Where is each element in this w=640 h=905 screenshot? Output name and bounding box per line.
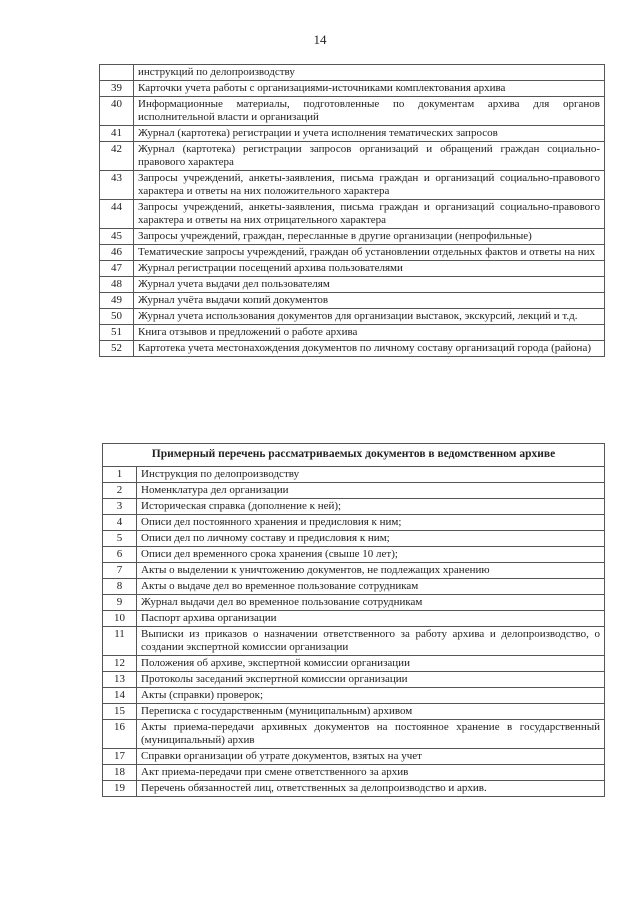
row-text: Акты о выдаче дел во временное пользование сотрудникам [137, 579, 605, 595]
table-row [100, 261, 605, 277]
table-row [100, 245, 605, 261]
row-number: 9 [103, 595, 137, 611]
row-text: Журнал выдачи дел во временное пользование сотрудникам [137, 595, 605, 611]
row-number: 19 [103, 781, 137, 797]
row-text: Описи дел временного срока хранения (свыше 10 лет); [137, 547, 605, 563]
row-number: 41 [100, 126, 134, 142]
row-text: Переписка с государственным (муниципальным) архивом [137, 704, 605, 720]
row-number: 51 [100, 325, 134, 341]
table-row [103, 579, 605, 595]
table-caption-row [103, 444, 605, 467]
table-row [100, 126, 605, 142]
table-row [100, 65, 605, 81]
row-number: 7 [103, 563, 137, 579]
row-text: Справки организации об утрате документов, взятых на учет [137, 749, 605, 765]
table-row [103, 483, 605, 499]
table-row [100, 97, 605, 126]
row-text: Акт приема-передачи при смене ответственного за архив [137, 765, 605, 781]
row-text: Картотека учета местонахождения документов по личному составу организаций города (района) [134, 341, 605, 357]
row-number: 11 [103, 627, 137, 656]
table-row [103, 704, 605, 720]
table-row [100, 142, 605, 171]
table-row [103, 627, 605, 656]
row-text: Перечень обязанностей лиц, ответственных за делопроизводство и архив. [137, 781, 605, 797]
row-number: 49 [100, 293, 134, 309]
table-row [100, 229, 605, 245]
table-row [103, 531, 605, 547]
row-text: Паспорт архива организации [137, 611, 605, 627]
row-text: Журнал (картотека) регистрации и учета исполнения тематических запросов [134, 126, 605, 142]
row-text: Описи дел по личному составу и предисловия к ним; [137, 531, 605, 547]
row-text: Журнал учета использования документов для организации выставок, экскурсий, лекций и т.д. [134, 309, 605, 325]
departmental-archive-documents-table-body [103, 467, 605, 797]
row-text: Инструкция по делопроизводству [137, 467, 605, 483]
row-text: Выписки из приказов о назначении ответственного за работу архива и делопроизводство, о создании экспертной комиссии организации [137, 627, 605, 656]
table-row [103, 515, 605, 531]
table-row [103, 749, 605, 765]
row-text: Запросы учреждений, анкеты-заявления, письма граждан и организаций социально-правового характера и ответы на них положительного характера [134, 171, 605, 200]
row-text: Журнал учета выдачи дел пользователям [134, 277, 605, 293]
row-number: 52 [100, 341, 134, 357]
row-text: Историческая справка (дополнение к ней); [137, 499, 605, 515]
row-number: 3 [103, 499, 137, 515]
row-text: Номенклатура дел организации [137, 483, 605, 499]
row-number [100, 65, 134, 81]
row-number: 8 [103, 579, 137, 595]
row-text: Запросы учреждений, граждан, пересланные в другие организации (непрофильные) [134, 229, 605, 245]
table-row [103, 467, 605, 483]
row-number: 44 [100, 200, 134, 229]
row-number: 12 [103, 656, 137, 672]
row-number: 15 [103, 704, 137, 720]
table-row [103, 656, 605, 672]
row-text: Акты приема-передачи архивных документов на постоянное хранение в государственный (муниципальный) архив [137, 720, 605, 749]
table-row [100, 171, 605, 200]
row-number: 50 [100, 309, 134, 325]
row-text: Акты о выделении к уничтожению документов, не подлежащих хранению [137, 563, 605, 579]
table-row [100, 325, 605, 341]
table-row [103, 611, 605, 627]
table-caption: Примерный перечень рассматриваемых документов в ведомственном архиве [103, 444, 605, 467]
row-number: 43 [100, 171, 134, 200]
row-number: 17 [103, 749, 137, 765]
table-row [100, 309, 605, 325]
row-text: Журнал регистрации посещений архива пользователями [134, 261, 605, 277]
table-row [100, 293, 605, 309]
table-row [100, 200, 605, 229]
row-number: 10 [103, 611, 137, 627]
table-row [100, 81, 605, 97]
row-number: 39 [100, 81, 134, 97]
row-number: 1 [103, 467, 137, 483]
row-text: Информационные материалы, подготовленные по документам архива для органов исполнительной власти и организаций [134, 97, 605, 126]
row-number: 5 [103, 531, 137, 547]
row-text: инструкций по делопроизводству [134, 65, 605, 81]
table-row [103, 595, 605, 611]
row-number: 45 [100, 229, 134, 245]
row-number: 2 [103, 483, 137, 499]
row-text: Тематические запросы учреждений, граждан об установлении отдельных фактов и ответы на них [134, 245, 605, 261]
row-text: Карточки учета работы с организациями-источниками комплектования архива [134, 81, 605, 97]
row-number: 46 [100, 245, 134, 261]
row-text: Описи дел постоянного хранения и предисловия к ним; [137, 515, 605, 531]
row-text: Книга отзывов и предложений о работе архива [134, 325, 605, 341]
archive-records-table-body [100, 65, 605, 357]
row-number: 16 [103, 720, 137, 749]
row-text: Протоколы заседаний экспертной комиссии организации [137, 672, 605, 688]
table-row [103, 563, 605, 579]
row-text: Журнал (картотека) регистрации запросов организаций и обращений граждан социально-правового характера [134, 142, 605, 171]
departmental-archive-documents-table [102, 443, 605, 797]
row-number: 42 [100, 142, 134, 171]
table-row [103, 499, 605, 515]
row-number: 14 [103, 688, 137, 704]
page-number: 14 [313, 32, 327, 47]
archive-records-table [99, 64, 605, 357]
row-text: Акты (справки) проверок; [137, 688, 605, 704]
row-number: 6 [103, 547, 137, 563]
row-number: 4 [103, 515, 137, 531]
table-row [100, 341, 605, 357]
table-row [103, 781, 605, 797]
table-row [103, 672, 605, 688]
row-number: 47 [100, 261, 134, 277]
table-row [103, 720, 605, 749]
row-text: Запросы учреждений, анкеты-заявления, письма граждан и организаций социально-правового характера и ответы на них отрицательного характера [134, 200, 605, 229]
row-number: 40 [100, 97, 134, 126]
table-row [103, 765, 605, 781]
row-text: Журнал учёта выдачи копий документов [134, 293, 605, 309]
row-number: 13 [103, 672, 137, 688]
table-row [103, 547, 605, 563]
table-row [100, 277, 605, 293]
row-text: Положения об архиве, экспертной комиссии организации [137, 656, 605, 672]
row-number: 48 [100, 277, 134, 293]
row-number: 18 [103, 765, 137, 781]
table-row [103, 688, 605, 704]
